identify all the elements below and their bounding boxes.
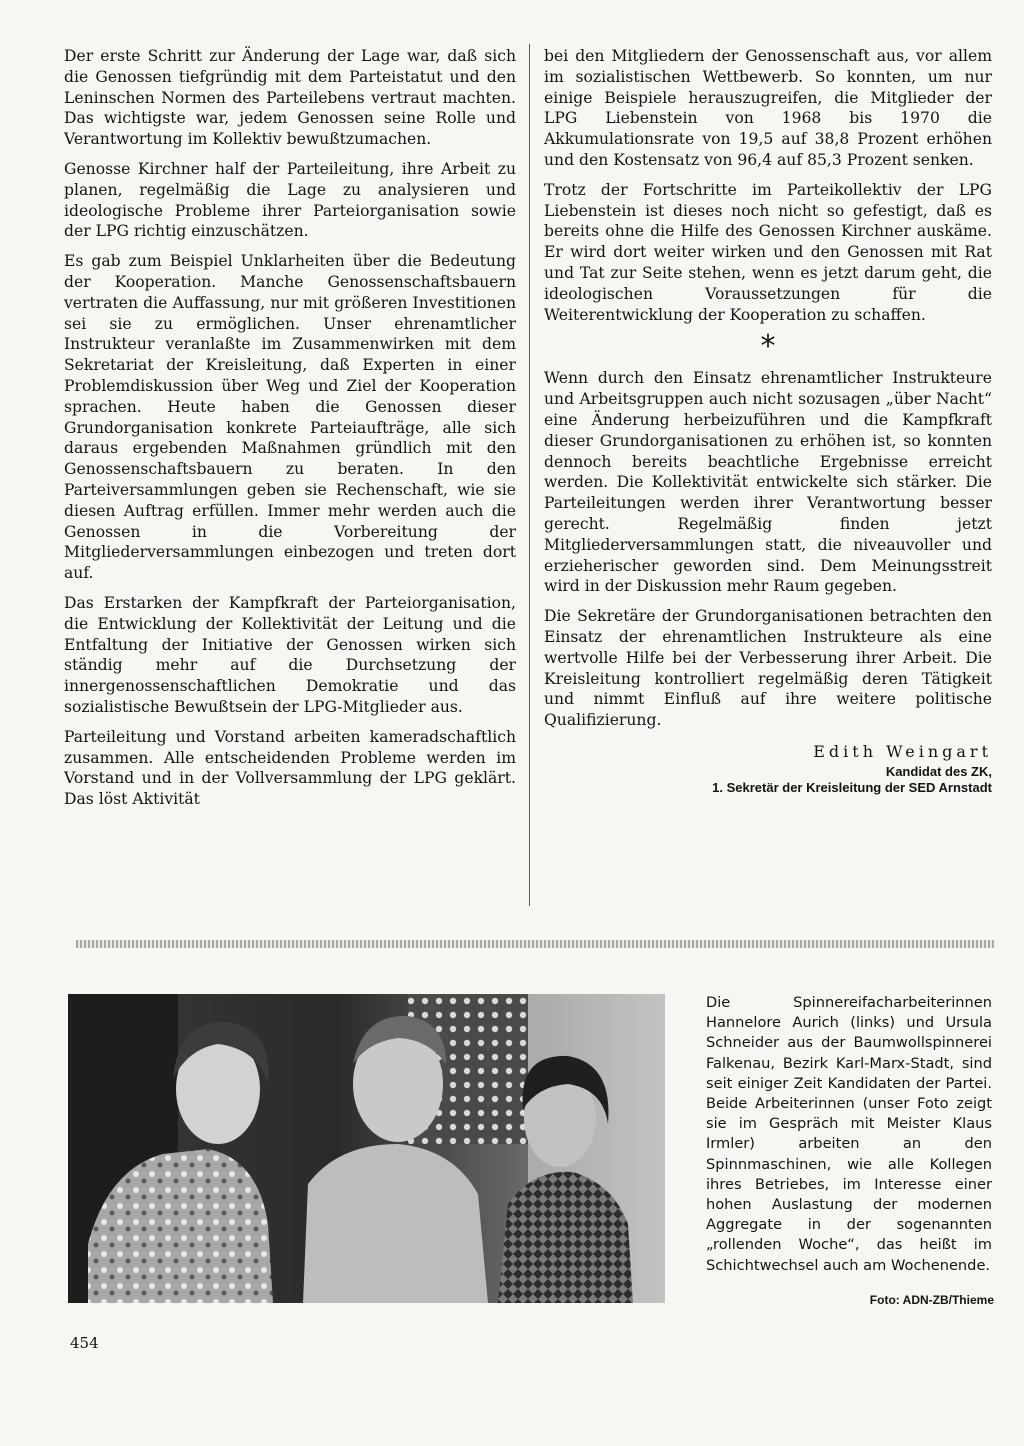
left-paragraph-3: Es gab zum Beispiel Unklarheiten über die Bedeutung der Kooperation. Manche Genossenschaftsbauern vertraten die Auffassung, nur mit größeren Investitionen sei sie zu ermöglichen. Unser ehrenamtlicher Instrukteur veranlaßte im Zusammenwirken mit dem Sekretariat der Kreisleitung, daß Experten in einer Problemdiskussion über Weg und Ziel der Kooperation sprachen. Heute haben die Genossen dieser Grundorganisation konkrete Parteiaufträge, alle sich daraus ergebenden Maßnahmen gründlich mit den Genossenschaftsbauern zu beraten. In den Parteiversammlungen geben sie Rechenschaft, wie sie diesen Auftrag erfüllen. Immer mehr werden auch die Genossen in die Vorbereitung der Mitgliederversammlungen einbezogen und treten dort auf. — [64, 252, 516, 583]
author-role-line-1: Kandidat des ZK, — [885, 763, 992, 779]
signature-block — [544, 740, 992, 796]
halftone-divider — [76, 940, 994, 948]
author-name: Edith Weingart — [813, 741, 992, 761]
left-paragraph-1: Der erste Schritt zur Änderung der Lage war, daß sich die Genossen tiefgründig mit dem Parteistatut und den Leninschen Normen des Parteilebens vertraut machten. Das wichtigste war, jedem Genossen seine Rolle und Verantwortung im Kollektiv bewußtzumachen. — [64, 47, 516, 149]
right-paragraph-1: bei den Mitgliedern der Genossenschaft aus, vor allem im sozialistischen Wettbewerb. So konnten, um nur einige Beispiele herauszugreifen, die Mitglieder der LPG Liebenstein von 1968 bis 1970 die Akkumulationsrate von 19,5 auf 38,8 Prozent erhöhen und den Kostensatz von 96,4 auf 85,3 Prozent senken. — [544, 47, 992, 169]
photo-caption: Die Spinnereifacharbeiterinnen Hannelore Aurich (links) und Ursula Schneider aus der Baumwollspinnerei Falkenau, Bezirk Karl-Marx-Stadt, sind seit einiger Zeit Kandidaten der Partei. Beide Arbeiterinnen (unser Foto zeigt sie im Gespräch mit Meister Klaus Irmler) arbeiten an den Spinnmaschinen, wie alle Kollegen ihres Betriebes, im Interesse einer hohen Auslastung der modernen Aggregate in der sogenannten „rollenden Woche“, das heißt im Schichtwechsel auch am Wochenende. — [706, 994, 992, 1274]
photo-credit: Foto: ADN-ZB/Thieme — [869, 1293, 994, 1307]
column-divider-rule — [529, 44, 530, 906]
author-role-line-2: 1. Sekretär der Kreisleitung der SED Arnstadt — [712, 779, 992, 795]
right-paragraph-3: Wenn durch den Einsatz ehrenamtlicher Instrukteure und Arbeitsgruppen auch nicht sozusagen „über Nacht“ eine Änderung herbeizuführen und die Kampfkraft dieser Grundorganisationen zu erhöhen ist, so konnten dennoch bereits beachtliche Ergebnisse erreicht werden. Die Kollektivität entwickelte sich stärker. Die Parteileitungen werden ihrer Verantwortung besser gerecht. Regelmäßig finden jetzt Mitgliederversammlungen statt, die niveauvoller und erzieherischer geworden sind. Dem Meinungsstreit wird in der Diskussion mehr Raum gegeben. — [544, 369, 992, 596]
right-paragraph-4: Die Sekretäre der Grundorganisationen betrachten den Einsatz der ehrenamtlichen Instrukteure als eine wertvolle Hilfe bei der Verbesserung ihrer Arbeit. Die Kreisleitung kontrolliert regelmäßig deren Tätigkeit und nimmt Einfluß auf ihre weitere politische Qualifizierung. — [544, 607, 992, 730]
left-column — [64, 46, 516, 819]
photo-illustration — [68, 994, 665, 1303]
left-paragraph-2: Genosse Kirchner half der Parteileitung, ihre Arbeit zu planen, regelmäßig die Lage zu analysieren und ideologische Probleme ihrer Parteiorganisation sowie der LPG richtig einzuschätzen. — [64, 159, 516, 241]
right-paragraph-2: Trotz der Fortschritte im Parteikollektiv der LPG Liebenstein ist dieses noch nicht so gefestigt, daß es bereits ohne die Hilfe des Genossen Kirchner auskäme. Er wird dort weiter wirken und den Genossen mit Rat und Tat zur Seite stehen, wenn es jetzt darum geht, die ideologischen Voraussetzungen für die Weiterentwicklung der Kooperation zu schaffen. — [544, 180, 992, 324]
page-number: 454 — [70, 1334, 99, 1352]
section-break-star: * — [760, 329, 776, 365]
photo-workers-conversation — [68, 994, 665, 1303]
right-column — [544, 46, 992, 796]
left-paragraph-4: Das Erstarken der Kampfkraft der Parteiorganisation, die Entwicklung der Kollektivität der Leitung und die Entfaltung der Initiative der Genossen wirken sich ständig mehr auf die Durchsetzung der innergenossenschaftlichen Demokratie und das sozialistische Bewußtsein der LPG-Mitglieder aus. — [64, 593, 516, 716]
left-paragraph-5: Parteileitung und Vorstand arbeiten kameradschaftlich zusammen. Alle entscheidenden Probleme werden im Vorstand und in der Vollversammlung der LPG geklärt. Das löst Aktivität — [64, 727, 516, 809]
